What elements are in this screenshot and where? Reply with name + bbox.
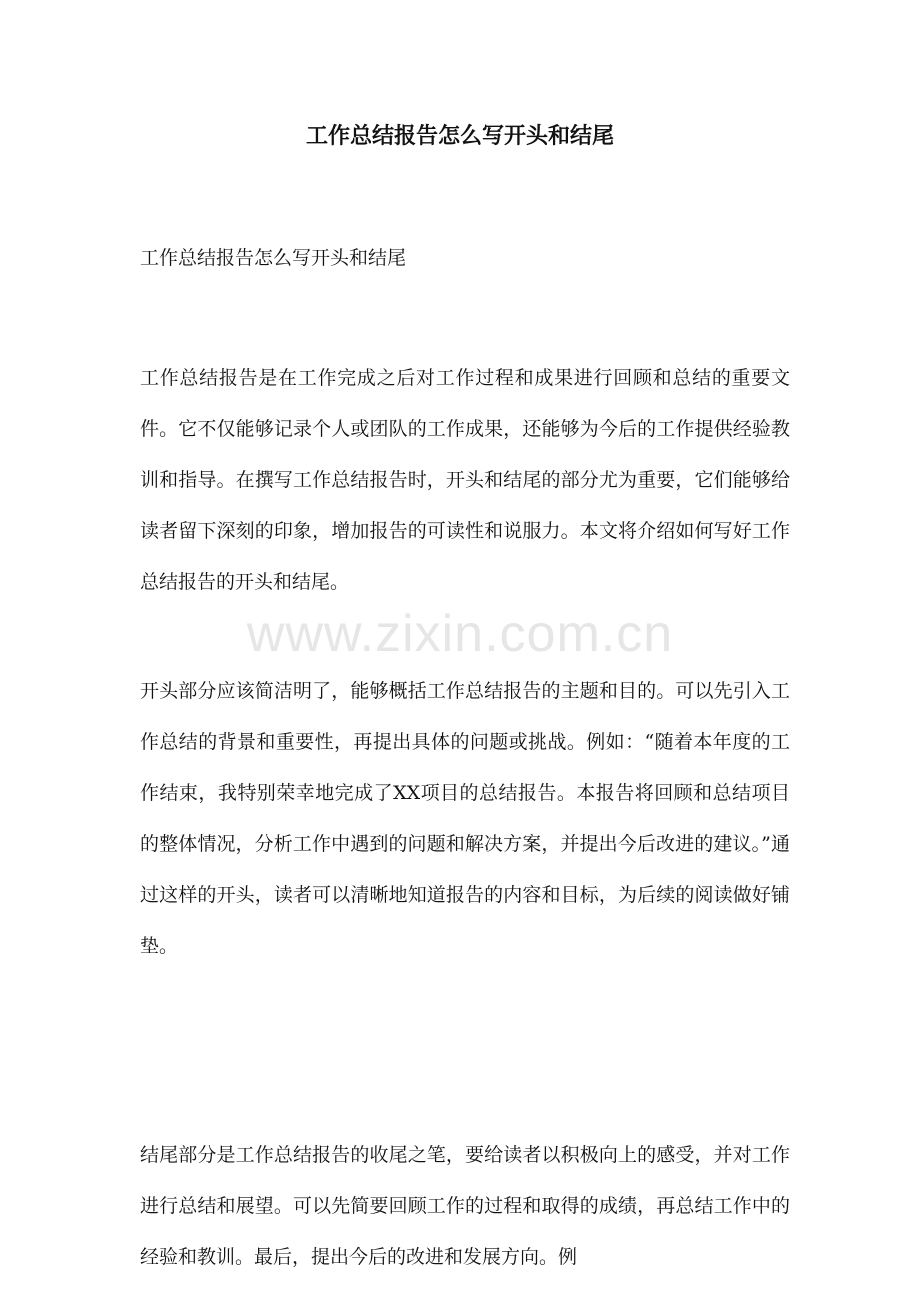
- paragraph-opening: 开头部分应该简洁明了，能够概括工作总结报告的主题和目的。可以先引入工作总结的背景和重要性，再提出具体的问题或挑战。例如：“随着本年度的工作结束，我特别荣幸地完成了XX项目的总结报告。本报告将回顾和总结项目的整体情况，分析工作中遇到的问题和解决方案，并提出今后改进的建议。”通过这样的开头，读者可以清晰地知道报告的内容和目标，为后续的阅读做好铺垫。: [140, 680, 790, 957]
- paragraph-ending: 结尾部分是工作总结报告的收尾之笔，要给读者以积极向上的感受，并对工作进行总结和展望。可以先简要回顾工作的过程和取得的成绩，再总结工作中的经验和教训。最后，提出今后的改进和发展方向。例: [140, 1144, 790, 1268]
- paragraph-intro: 工作总结报告是在工作完成之后对工作过程和成果进行回顾和总结的重要文件。它不仅能够记录个人或团队的工作成果，还能够为今后的工作提供经验教训和指导。在撰写工作总结报告时，开头和结尾的部分尤为重要，它们能够给读者留下深刻的印象，增加报告的可读性和说服力。本文将介绍如何写好工作总结报告的开头和结尾。: [140, 367, 790, 593]
- document-subtitle: 工作总结报告怎么写开头和结尾: [140, 247, 407, 269]
- document-title: 工作总结报告怎么写开头和结尾: [305, 123, 614, 149]
- watermark: www.zixin.com.cn: [246, 605, 674, 663]
